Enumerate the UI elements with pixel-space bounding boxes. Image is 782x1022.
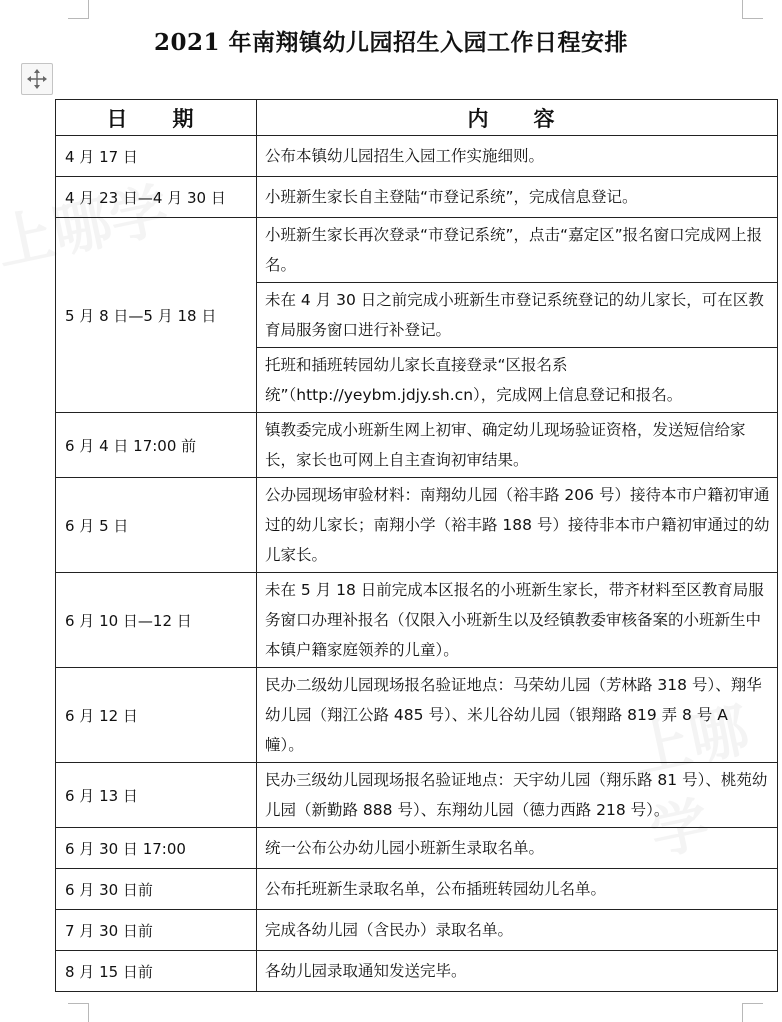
- table-row: [56, 478, 778, 573]
- row-date: 6 月 30 日前: [56, 869, 257, 910]
- row-content: 镇教委完成小班新生网上初审、确定幼儿现场验证资格，发送短信给家长，家长也可网上自主查询初审结果。: [257, 413, 778, 478]
- row-content: 公布托班新生录取名单，公布插班转园幼儿名单。: [257, 869, 778, 910]
- page-corner-mark-top-left: [68, 0, 89, 19]
- row-date: 6 月 12 日: [56, 668, 257, 763]
- row-date: 7 月 30 日前: [56, 910, 257, 951]
- table-row: [56, 218, 778, 283]
- row-content: 各幼儿园录取通知发送完毕。: [257, 951, 778, 992]
- row-date: 8 月 15 日前: [56, 951, 257, 992]
- row-date: 6 月 10 日—12 日: [56, 573, 257, 668]
- row-date: 5 月 8 日—5 月 18 日: [56, 218, 257, 413]
- table-row: [56, 573, 778, 668]
- table-row: [56, 763, 778, 828]
- page-corner-mark-top-right: [742, 0, 763, 19]
- table-row: [56, 413, 778, 478]
- header-date: 日 期: [56, 100, 257, 136]
- page-corner-mark-bottom-left: [68, 1003, 89, 1022]
- row-date: 6 月 4 日 17:00 前: [56, 413, 257, 478]
- page-corner-mark-bottom-right: [742, 1003, 763, 1022]
- table-row: [56, 668, 778, 763]
- row-content: 统一公布公办幼儿园小班新生录取名单。: [257, 828, 778, 869]
- document-title: 2021 年南翔镇幼儿园招生入园工作日程安排: [153, 29, 629, 56]
- row-content: 未在 5 月 18 日前完成本区报名的小班新生家长，带齐材料至区教育局服务窗口办理补报名（仅限入小班新生以及经镇教委审核备案的小班新生中本镇户籍家庭领养的儿童）。: [257, 573, 778, 668]
- schedule-table: [55, 99, 778, 992]
- four-way-arrow-move-icon: [26, 68, 48, 90]
- row-date: 6 月 13 日: [56, 763, 257, 828]
- table-row: [56, 869, 778, 910]
- table-row: [56, 136, 778, 177]
- row-content: 小班新生家长再次登录“市登记系统”，点击“嘉定区”报名窗口完成网上报名。: [257, 218, 778, 283]
- row-date: 6 月 30 日 17:00: [56, 828, 257, 869]
- row-content: 托班和插班转园幼儿家长直接登录“区报名系统”（http://yeybm.jdjy.sh.cn），完成网上信息登记和报名。: [257, 348, 778, 413]
- row-content: 民办二级幼儿园现场报名验证地点：马荣幼儿园（芳林路 318 号）、翔华幼儿园（翔江公路 485 号）、米儿谷幼儿园（银翔路 819 弄 8 号 A 幢）。: [257, 668, 778, 763]
- table-row: [56, 177, 778, 218]
- row-content: 完成各幼儿园（含民办）录取名单。: [257, 910, 778, 951]
- row-content: 小班新生家长自主登陆“市登记系统”，完成信息登记。: [257, 177, 778, 218]
- table-row: [56, 910, 778, 951]
- table-move-handle[interactable]: [21, 63, 53, 95]
- row-date: 4 月 23 日—4 月 30 日: [56, 177, 257, 218]
- table-row: [56, 951, 778, 992]
- row-date: 6 月 5 日: [56, 478, 257, 573]
- row-content: 民办三级幼儿园现场报名验证地点：天宇幼儿园（翔乐路 81 号）、桃苑幼儿园（新勤路 888 号）、东翔幼儿园（德力西路 218 号）。: [257, 763, 778, 828]
- row-date: 4 月 17 日: [56, 136, 257, 177]
- table-row: [56, 828, 778, 869]
- row-content: 未在 4 月 30 日之前完成小班新生市登记系统登记的幼儿家长，可在区教育局服务窗口进行补登记。: [257, 283, 778, 348]
- table-header-row: [56, 100, 778, 136]
- row-content: 公布本镇幼儿园招生入园工作实施细则。: [257, 136, 778, 177]
- header-content: 内 容: [257, 100, 778, 136]
- row-content: 公办园现场审验材料：南翔幼儿园（裕丰路 206 号）接待本市户籍初审通过的幼儿家长；南翔小学（裕丰路 188 号）接待非本市户籍初审通过的幼儿家长。: [257, 478, 778, 573]
